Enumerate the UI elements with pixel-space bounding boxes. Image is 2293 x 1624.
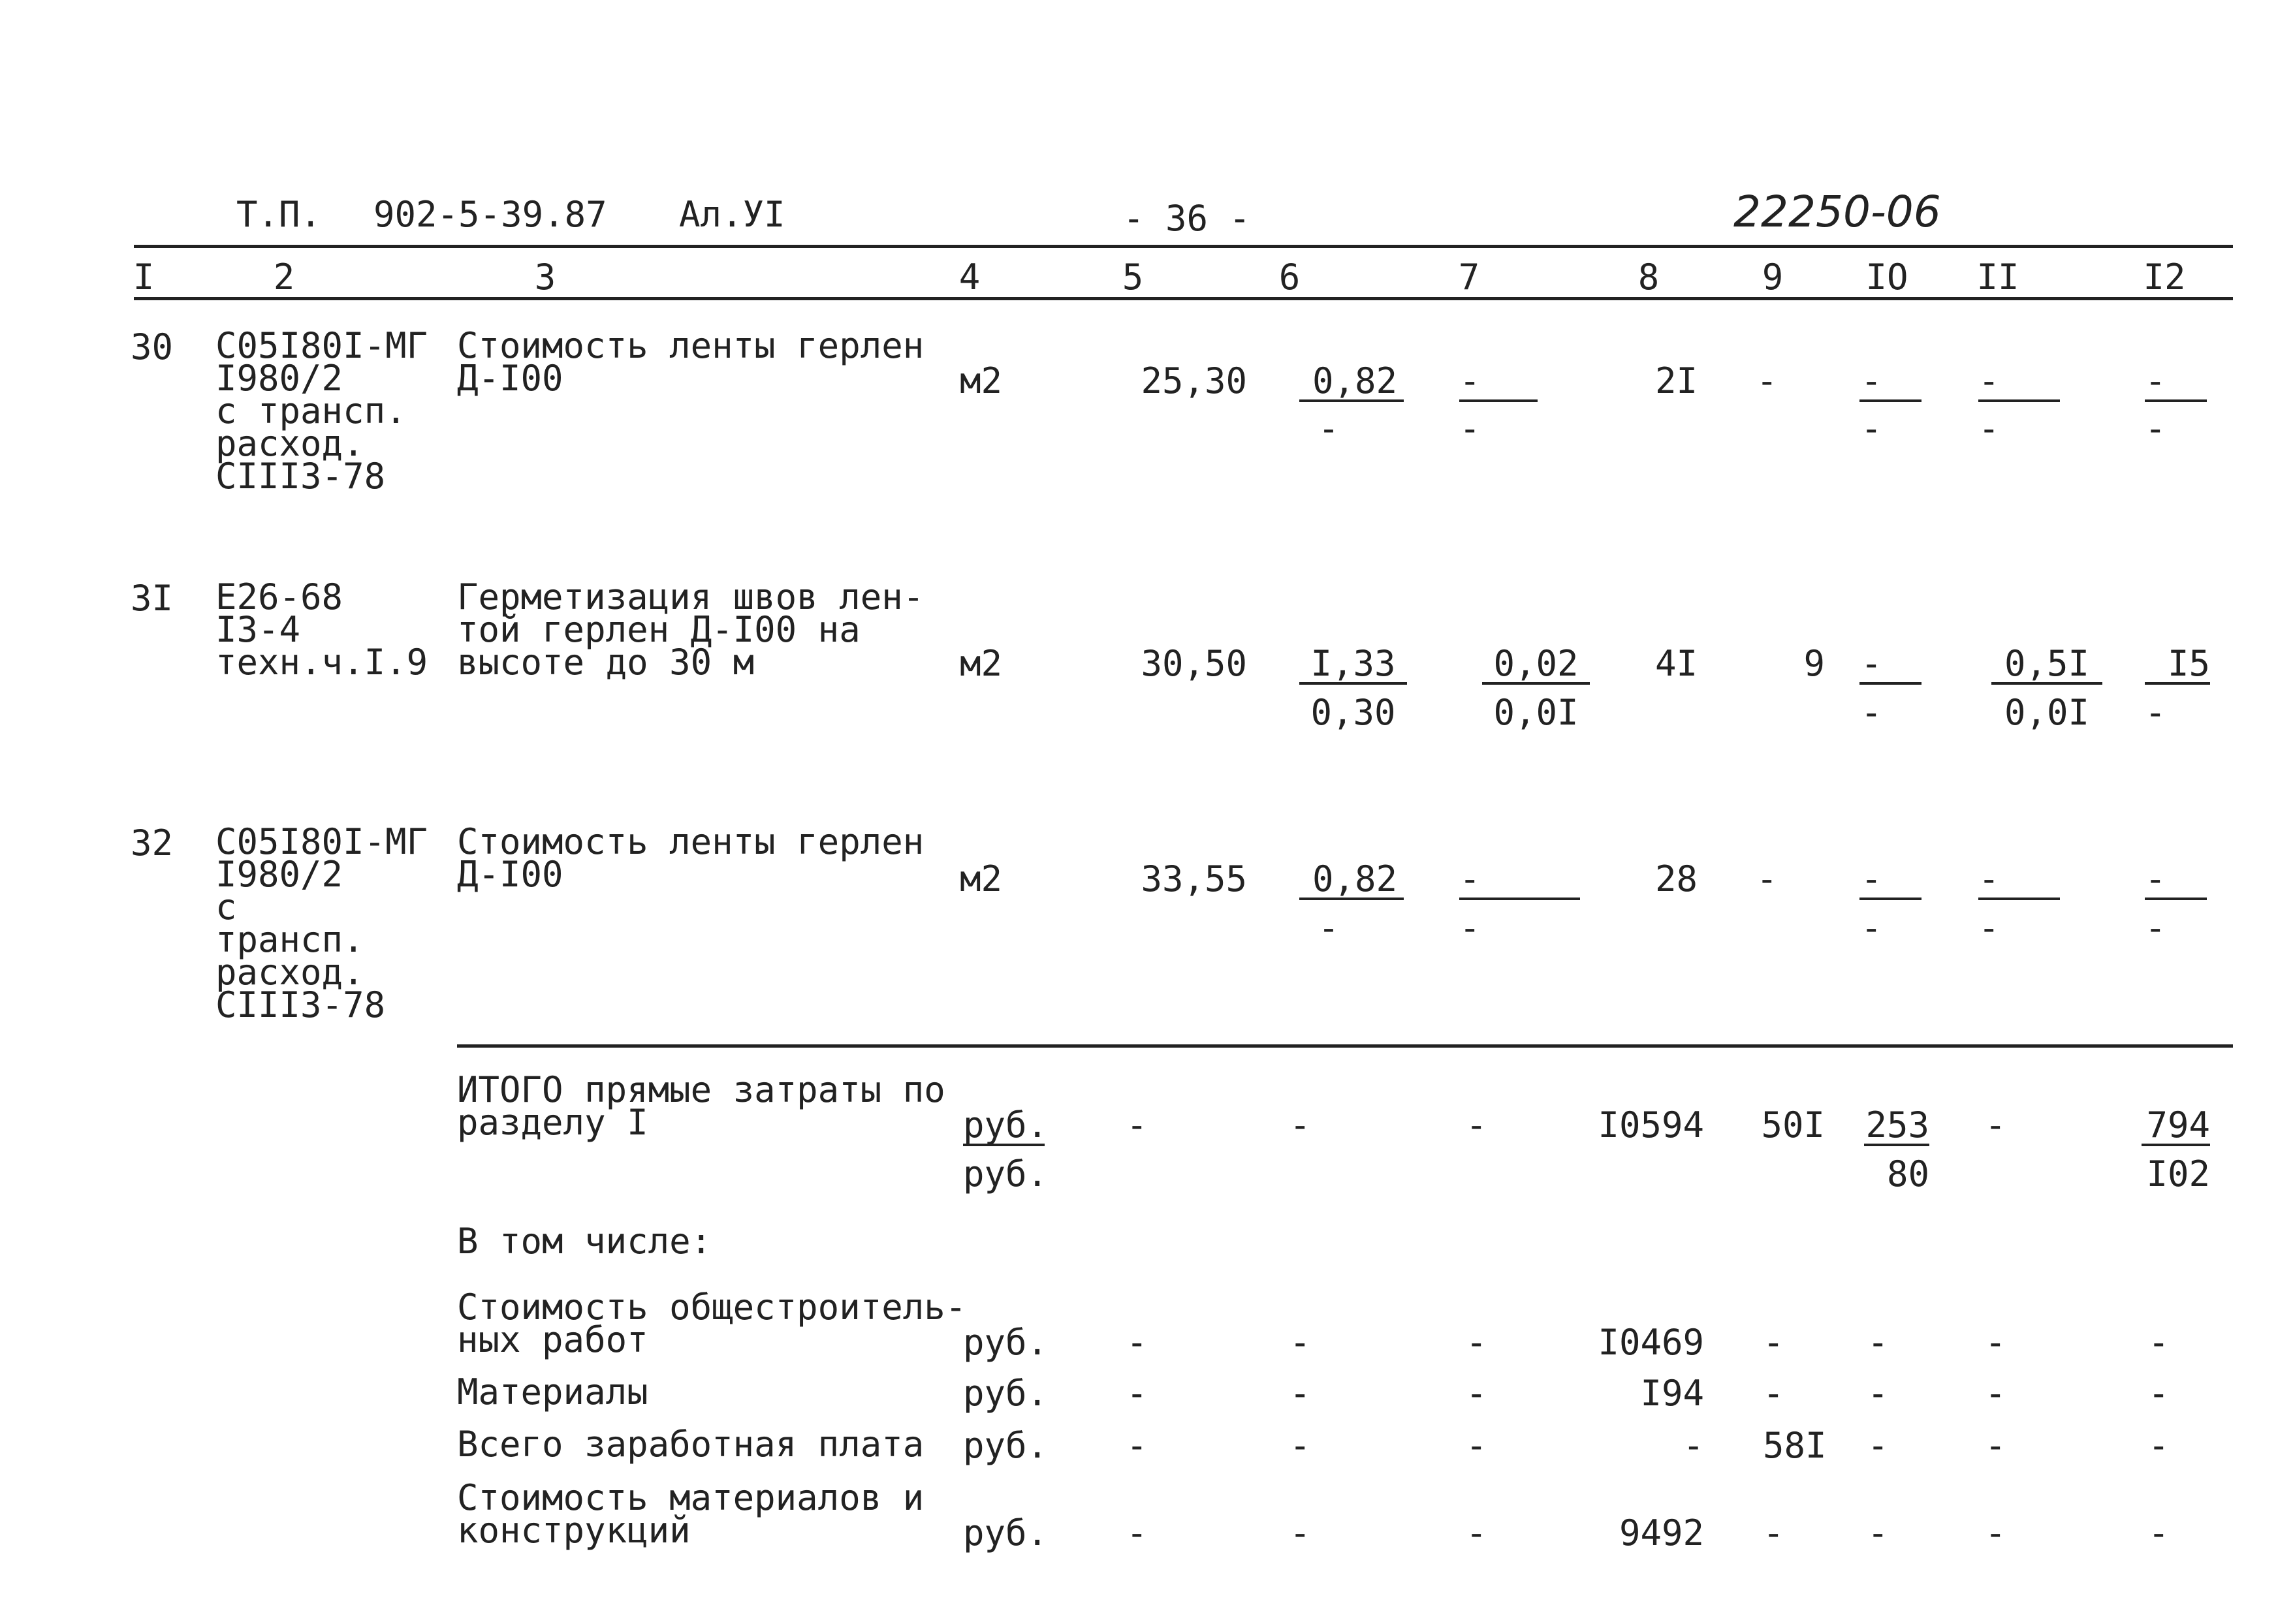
row-col12-top: - bbox=[2145, 858, 2166, 899]
row-col10-top: - bbox=[1861, 360, 1882, 401]
row-col6-top: I,33 bbox=[1310, 643, 1396, 684]
col-number-5: 5 bbox=[1122, 257, 1144, 298]
col-number-7: 7 bbox=[1458, 257, 1480, 298]
row-description: Герметизация швов лен- той герлен Д-I00 на высоте до 30 м bbox=[457, 576, 925, 683]
row-col9: - bbox=[1756, 360, 1778, 401]
summary-col12: - bbox=[2148, 1425, 2170, 1466]
row-col6-bottom: - bbox=[1318, 907, 1340, 948]
row-col8: 2I bbox=[1654, 360, 1698, 401]
row-col11-top: - bbox=[1978, 858, 2000, 899]
fraction-line bbox=[1991, 682, 2102, 685]
summary-col12: - bbox=[2148, 1512, 2170, 1554]
row-col7-top: - bbox=[1459, 360, 1481, 401]
row-quantity: 25,30 bbox=[1141, 360, 1247, 401]
header-page-number: - 36 - bbox=[1123, 198, 1251, 239]
summary-col6: - bbox=[1289, 1322, 1311, 1363]
summary-description: Всего заработная плата bbox=[457, 1424, 925, 1465]
total-col12-bottom: I02 bbox=[2146, 1153, 2210, 1195]
summary-col9: - bbox=[1763, 1512, 1784, 1554]
row-col7-bottom: - bbox=[1459, 907, 1481, 948]
summary-col5: - bbox=[1126, 1373, 1148, 1414]
summary-col5: - bbox=[1126, 1322, 1148, 1363]
row-quantity: 30,50 bbox=[1141, 643, 1247, 684]
fraction-line bbox=[1299, 399, 1404, 402]
header-rule-bottom bbox=[134, 297, 2233, 300]
col-number-3: 3 bbox=[534, 257, 556, 298]
row-col9: 9 bbox=[1803, 643, 1825, 684]
row-number: 30 bbox=[131, 326, 174, 367]
fraction-line bbox=[2145, 898, 2207, 900]
total-col10-top: 253 bbox=[1865, 1104, 1929, 1146]
row-description: Стоимость ленты герлен Д-I00 bbox=[457, 325, 925, 399]
fraction-line bbox=[2142, 1144, 2210, 1146]
header-tp: Т.П. bbox=[236, 194, 322, 235]
total-col10-bottom: 80 bbox=[1886, 1153, 1929, 1195]
total-col7: - bbox=[1466, 1104, 1487, 1146]
summary-description: Стоимость общестроитель- ных работ bbox=[457, 1287, 967, 1360]
row-col12-bottom: - bbox=[2145, 907, 2166, 948]
col-number-11: II bbox=[1976, 257, 2019, 298]
row-col11-top: 0,5I bbox=[2004, 643, 2090, 684]
fraction-line bbox=[1864, 1144, 1929, 1146]
summary-col7: - bbox=[1466, 1425, 1487, 1466]
total-col8: I0594 bbox=[1598, 1104, 1704, 1146]
row-col6-top: 0,82 bbox=[1312, 858, 1398, 899]
row-code: C05I80I-MГ I980/2 с трансп. расход. CIII3-78 bbox=[215, 325, 428, 497]
row-col7-bottom: - bbox=[1459, 408, 1481, 449]
summary-col9: - bbox=[1763, 1322, 1784, 1363]
total-section-rule bbox=[457, 1044, 2233, 1048]
fraction-line bbox=[1482, 682, 1590, 685]
row-col12-bottom: - bbox=[2145, 692, 2166, 733]
row-unit: м2 bbox=[960, 360, 1003, 401]
summary-col11: - bbox=[1985, 1425, 2006, 1466]
total-col9: 50I bbox=[1761, 1104, 1825, 1146]
col-number-1: I bbox=[133, 257, 155, 298]
row-col6-bottom: 0,30 bbox=[1310, 692, 1396, 733]
summary-col7: - bbox=[1466, 1373, 1487, 1414]
summary-unit: руб. bbox=[963, 1512, 1049, 1554]
row-code: C05I80I-MГ I980/2 с трансп. расход. CIII3-78 bbox=[215, 821, 428, 1025]
fraction-line bbox=[1859, 682, 1921, 685]
fraction-line bbox=[1859, 399, 1921, 402]
header-album: Ал.УІ bbox=[679, 194, 785, 235]
summary-col9: - bbox=[1763, 1373, 1784, 1414]
summary-col11: - bbox=[1985, 1512, 2006, 1554]
fraction-line bbox=[1459, 898, 1580, 900]
row-col6-bottom: - bbox=[1318, 408, 1340, 449]
row-description: Стоимость ленты герлен Д-I00 bbox=[457, 821, 925, 895]
row-col6-top: 0,82 bbox=[1312, 360, 1398, 401]
summary-col8: 9492 bbox=[1619, 1512, 1704, 1554]
summary-col10: - bbox=[1867, 1322, 1889, 1363]
row-col10-bottom: - bbox=[1861, 692, 1882, 733]
summary-unit: руб. bbox=[963, 1322, 1049, 1363]
row-unit: м2 bbox=[960, 643, 1003, 684]
summary-col6: - bbox=[1289, 1425, 1311, 1466]
col-number-12: I2 bbox=[2143, 257, 2186, 298]
summary-col10: - bbox=[1867, 1373, 1889, 1414]
summary-unit: руб. bbox=[963, 1373, 1049, 1414]
fraction-line bbox=[1978, 898, 2060, 900]
fraction-line bbox=[1859, 898, 1921, 900]
summary-col11: - bbox=[1985, 1322, 2006, 1363]
row-col10-bottom: - bbox=[1861, 907, 1882, 948]
row-col11-bottom: - bbox=[1978, 907, 2000, 948]
summary-col6: - bbox=[1289, 1373, 1311, 1414]
summary-col12: - bbox=[2148, 1322, 2170, 1363]
fraction-line bbox=[1299, 682, 1407, 685]
fraction-line bbox=[2145, 399, 2207, 402]
summary-description: Стоимость материалов и конструкций bbox=[457, 1477, 925, 1551]
row-col10-bottom: - bbox=[1861, 408, 1882, 449]
header-document-number: 22250-06 bbox=[1733, 187, 1941, 237]
summary-col12: - bbox=[2148, 1373, 2170, 1414]
summary-col10: - bbox=[1867, 1512, 1889, 1554]
summary-col6: - bbox=[1289, 1512, 1311, 1554]
row-col7-top: - bbox=[1459, 858, 1481, 899]
col-number-2: 2 bbox=[273, 257, 295, 298]
total-col12-top: 794 bbox=[2146, 1104, 2210, 1146]
row-col11-bottom: 0,0I bbox=[2004, 692, 2090, 733]
header-project-number: 902-5-39.87 bbox=[373, 194, 607, 235]
row-col8: 28 bbox=[1654, 858, 1698, 899]
row-col12-top: I5 bbox=[2167, 643, 2210, 684]
summary-col11: - bbox=[1985, 1373, 2006, 1414]
fraction-line bbox=[2145, 682, 2210, 685]
fraction-line bbox=[1299, 898, 1404, 900]
fraction-line bbox=[1459, 399, 1538, 402]
summary-col8: - bbox=[1683, 1425, 1704, 1466]
row-col7-top: 0,02 bbox=[1493, 643, 1579, 684]
row-number: 3I bbox=[131, 578, 174, 619]
row-col10-top: - bbox=[1861, 858, 1882, 899]
col-number-10: IO bbox=[1865, 257, 1908, 298]
total-col5: - bbox=[1126, 1104, 1148, 1146]
row-col9: - bbox=[1756, 858, 1778, 899]
row-col12-bottom: - bbox=[2145, 408, 2166, 449]
row-number: 32 bbox=[131, 822, 174, 864]
including-label: В том числе: bbox=[457, 1221, 712, 1262]
row-col7-bottom: 0,0I bbox=[1493, 692, 1579, 733]
total-col6: - bbox=[1289, 1104, 1311, 1146]
total-description: ИТОГО прямые затраты по разделу I bbox=[457, 1069, 945, 1143]
col-number-8: 8 bbox=[1637, 257, 1660, 298]
summary-col7: - bbox=[1466, 1512, 1487, 1554]
summary-unit: руб. bbox=[963, 1425, 1049, 1466]
col-number-6: 6 bbox=[1278, 257, 1301, 298]
col-number-4: 4 bbox=[958, 257, 981, 298]
header-rule-top bbox=[134, 245, 2233, 248]
row-unit: м2 bbox=[960, 858, 1003, 899]
total-unit-bottom: руб. bbox=[963, 1153, 1049, 1195]
row-col10-top: - bbox=[1861, 643, 1882, 684]
row-quantity: 33,55 bbox=[1141, 858, 1247, 899]
summary-col10: - bbox=[1867, 1425, 1889, 1466]
total-col11: - bbox=[1985, 1104, 2006, 1146]
row-col12-top: - bbox=[2145, 360, 2166, 401]
total-unit-top: руб. bbox=[963, 1104, 1049, 1146]
summary-col9: 58I bbox=[1763, 1425, 1827, 1466]
col-number-9: 9 bbox=[1762, 257, 1784, 298]
row-col8: 4I bbox=[1654, 643, 1698, 684]
summary-description: Материалы bbox=[457, 1371, 648, 1413]
fraction-line bbox=[963, 1144, 1045, 1146]
fraction-line bbox=[1978, 399, 2060, 402]
row-code: E26-68 I3-4 техн.ч.I.9 bbox=[215, 576, 428, 683]
summary-col8: I0469 bbox=[1598, 1322, 1704, 1363]
summary-col5: - bbox=[1126, 1512, 1148, 1554]
summary-col5: - bbox=[1126, 1425, 1148, 1466]
summary-col8: I94 bbox=[1640, 1373, 1704, 1414]
row-col11-top: - bbox=[1978, 360, 2000, 401]
row-col11-bottom: - bbox=[1978, 408, 2000, 449]
summary-col7: - bbox=[1466, 1322, 1487, 1363]
